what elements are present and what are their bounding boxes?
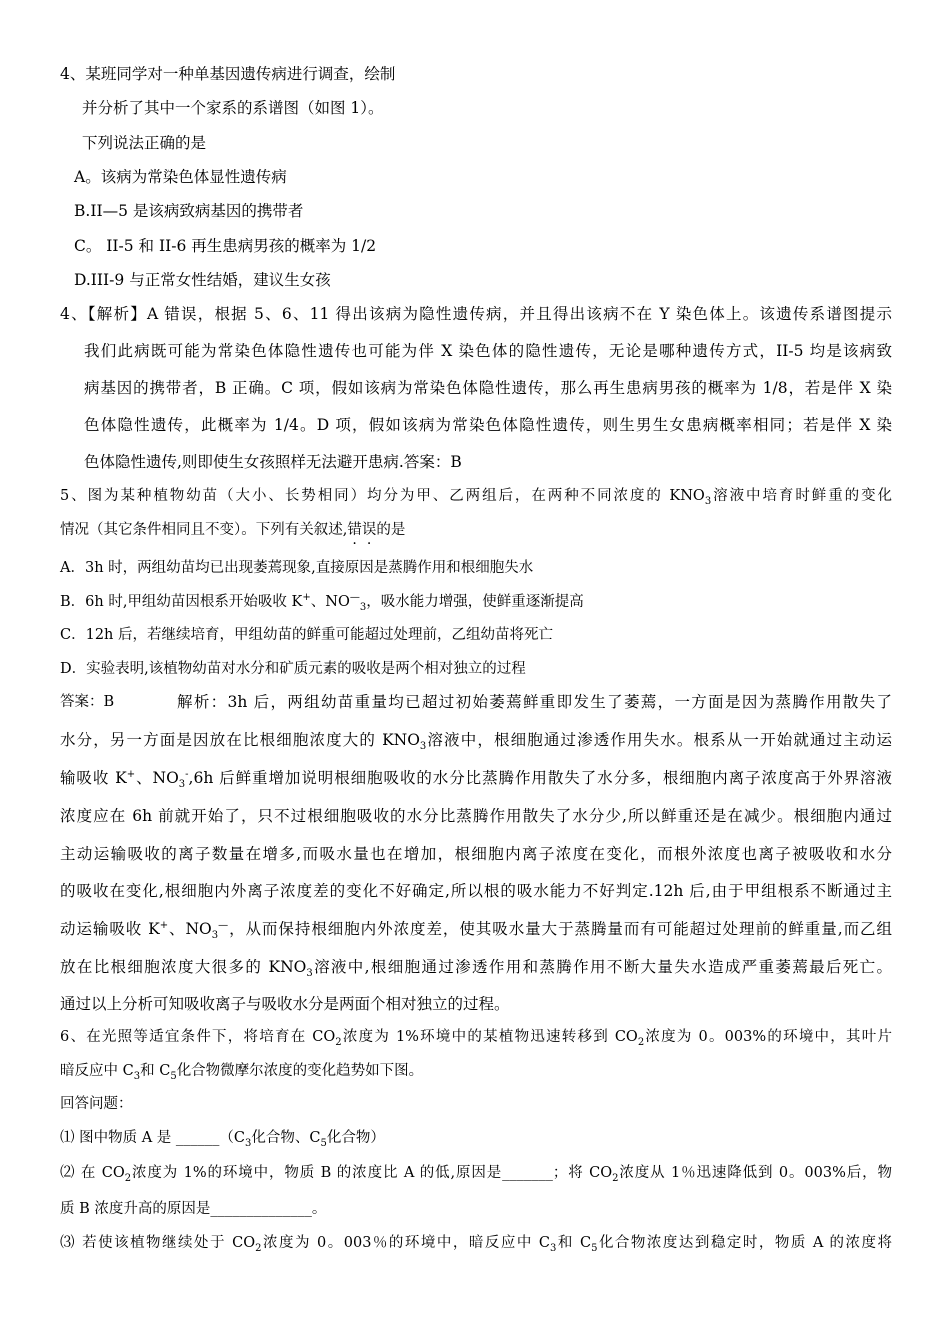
q5-explanation-line-1: 解析：3h 后，两组幼苗重量均已超过初始萎蔫鲜重即发生了萎蔫，一方面是因为蒸腾作用散失了: [177, 693, 892, 711]
q5-option-c: C．12h 后，若继续培育，甲组幼苗的鲜重可能超过处理前，乙组幼苗将死亡: [60, 627, 553, 643]
emphasis-dot-char: 错: [347, 522, 362, 538]
q5-explanation-line-6: 的吸收在变化,根细胞内外离子浓度差的变化不好确定,所以根的吸水能力不好判定.12h 后,由于甲组根系不断通过主: [60, 882, 892, 900]
q4-option-b: B.II—5 是该病致病基因的携带者: [74, 202, 304, 220]
q5-explanation-line-4: 浓度应在 6h 前就开始了，只不过根细胞吸收的水分比蒸腾作用散失了水分少,所以鲜重还是在减少。根细胞内通过: [60, 807, 892, 825]
q5-option-b: B．6h 时,甲组幼苗因根系开始吸收 K+、$NO^—_3$，吸水能力增强，使鲜重逐渐提高: [60, 592, 584, 613]
q4-stem-line-1: 4、某班同学对一种单基因遗传病进行调查，绘制: [60, 65, 396, 83]
q4-option-d: D.III-9 与正常女性结婚，建议生女孩: [74, 271, 331, 289]
q6-stem-line-2: 暗反应中 $C_3$和 $C_5$化合物微摩尔浓度的变化趋势如下图。: [60, 1063, 424, 1082]
q5-explanation-line-9: 通过以上分析可知吸收离子与吸收水分是两面个相对独立的过程。: [60, 995, 510, 1013]
q6-part-2-line-1: ⑵ 在 $CO_2$浓度为 1%的环境中，物质 B 的浓度比 A 的低,原因是_______；将 $CO_2$浓度从 1％迅速降低到 0。003%后，物: [60, 1165, 893, 1184]
q5-stem-line-2: 情况（其它条件相同且不变）。下列有关叙述,错误的是: [60, 522, 406, 538]
q5-explanation-line-3: 输吸收 K+、$NO_3^-,6h$ 后鲜重增加说明根细胞吸收的水分比蒸腾作用散失了水分多，根细胞内离子浓度高于外界溶液: [60, 768, 892, 791]
q5-option-a: A．3h 时，两组幼苗均已出现萎蔫现象,直接原因是蒸腾作用和根细胞失水: [60, 560, 534, 576]
q4-option-c: C。 II-5 和 II-6 再生患病男孩的概率为 1/2: [74, 237, 377, 255]
q6-part-1: ⑴ 图中物质 A 是 $\_\_\_\_\_\_(C_3$化合物、$C_5$化合物）: [60, 1130, 385, 1149]
q6-part-2-line-2: 质 B 浓度升高的原因是______________。: [60, 1201, 327, 1217]
q5-option-d: D．实验表明,该植物幼苗对水分和矿质元素的吸收是两个相对独立的过程: [60, 661, 526, 677]
q4-stem-line-2: 并分析了其中一个家系的系谱图（如图 1）。: [82, 99, 384, 117]
q4-analysis-line-3: 病基因的携带者，B 正确。C 项，假如该病为常染色体隐性遗传，那么再生患病男孩的概率为 1/8，若是伴 X 染: [84, 379, 892, 397]
q4-analysis-line-1: 4、【解析】A 错误，根据 5、6、11 得出该病为隐性遗传病，并且得出该病不在 Y 染色体上。该遗传系谱图提示: [60, 305, 892, 323]
q4-option-a: A。该病为常染色体显性遗传病: [74, 168, 287, 186]
q5-answer-label: 答案：B: [60, 694, 115, 710]
q4-analysis-line-2: 我们此病既可能为常染色体隐性遗传也可能为伴 X 染色体的隐性遗传，无论是哪种遗传方式，II-5 均是该病致: [84, 342, 892, 360]
q5-explanation-line-5: 主动运输吸收的离子数量在增多,而吸水量也在增加，根细胞内离子浓度在变化，而根外浓度也离子被吸收和水分: [60, 845, 892, 863]
q6-stem-line-3: 回答问题：: [60, 1096, 133, 1112]
emphasis-dot-char: 误: [361, 522, 377, 538]
q5-explanation-line-2: 水分，另一方面是因放在比根细胞浓度大的 $KNO_3$溶液中，根细胞通过渗透作用失水。根系从一开始就通过主动运: [60, 731, 892, 753]
q4-analysis-line-4: 色体隐性遗传，此概率为 1/4。D 项，假如该病为常染色体隐性遗传，则生男生女患病概率相同；若是伴 X 染: [84, 416, 892, 434]
q4-stem-line-3: 下列说法正确的是: [82, 134, 207, 152]
q6-stem-line-1: 6、在光照等适宜条件下，将培育在 $CO_2$浓度为 1%环境中的某植物迅速转移到 $CO_2$浓度为 0。003%的环境中，其叶片: [60, 1029, 892, 1048]
q4-analysis-line-5: 色体隐性遗传,则即使生女孩照样无法避开患病.答案：B: [84, 453, 462, 471]
q6-part-3: ⑶ 若使该植物继续处于 $CO_2$浓度为 0。003％的环境中，暗反应中 $C_3$和 $C_5$化合物浓度达到稳定时，物质 A 的浓度将: [60, 1235, 892, 1254]
q5-explanation-line-7: 动运输吸收 K+、$NO_3^—$，从而保持根细胞内外浓度差，使其吸水量大于蒸腾量而有可能超过处理前的鲜重量,而乙组: [60, 919, 892, 942]
q5-stem-line-1: 5、图为某种植物幼苗（大小、长势相同）均分为甲、乙两组后，在两种不同浓度的 $KNO_3$溶液中培育时鲜重的变化: [60, 488, 893, 507]
q5-explanation-line-8: 放在比根细胞浓度大很多的 $KNO_3$溶液中,根细胞通过渗透作用和蒸腾作用不断大量失水造成严重萎蔫最后死亡。: [60, 958, 892, 980]
